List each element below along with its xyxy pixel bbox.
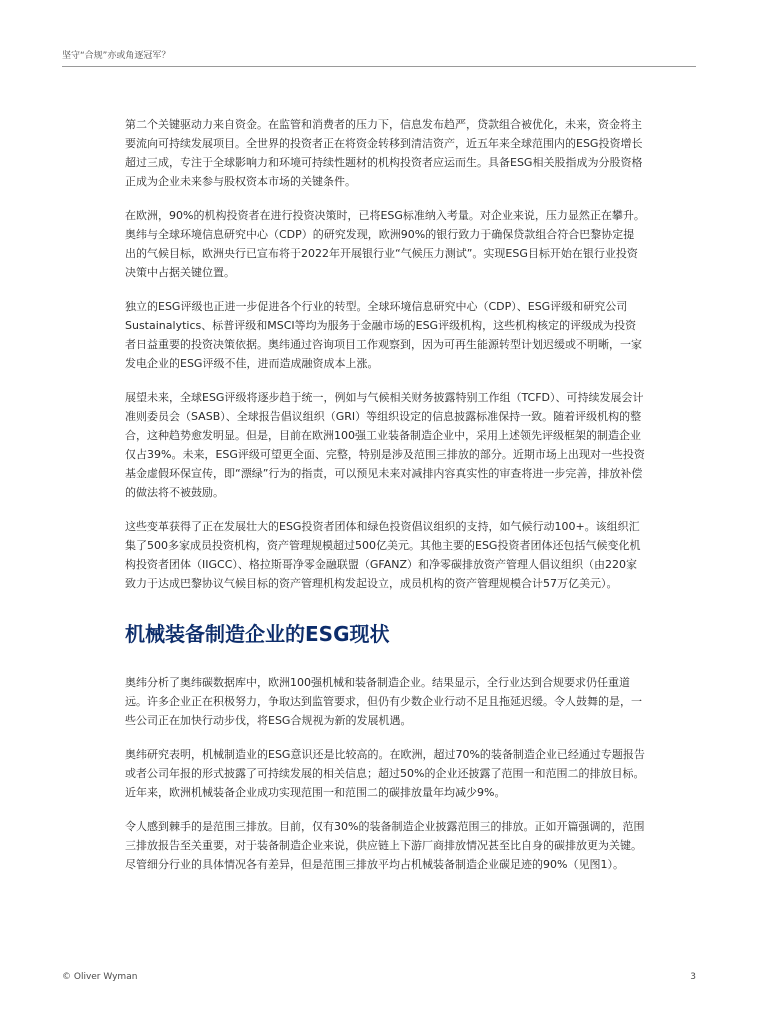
body-paragraph: 展望未来，全球ESG评级将逐步趋于统一，例如与气候相关财务披露特别工作组（TCFD）、可持续发展会计准则委员会（SASB）、全球报告倡议组织（GRI）等组织设定的信息披露标准保持一致。随着评级机构的整合，这种趋势愈发明显。但是，目前在欧洲100强工业装备制造企业中，采用上述领先评级框架的制造企业仅占39%。未来，ESG评级可望更全面、完整，特别是涉及范围三排放的部分。近期市场上出现对一些投资基金虚假环保宣传，即“漂绿”行为的指责，可以预见未来对减排内容真实性的审查将进一步完善，排放补偿的做法将不被鼓励。 bbox=[125, 391, 645, 499]
section-paragraph: 令人感到棘手的是范围三排放。目前，仅有30%的装备制造企业披露范围三的排放。正如开篇强调的，范围三排放报告至关重要，对于装备制造企业来说，供应链上下游厂商排放情况甚至比自身的碳排放更为关键。尽管细分行业的具体情况各有差异，但是范围三排放平均占机械装备制造企业碳足迹的90%（见图1）。 bbox=[125, 820, 645, 871]
section-paragraph: 奥纬研究表明，机械制造业的ESG意识还是比较高的。在欧洲，超过70%的装备制造企业已经通过专题报告或者公司年报的形式披露了可持续发展的相关信息；超过50%的企业还披露了范围一和范围二的排放目标。近年来，欧洲机械装备企业成功实现范围一和范围二的碳排放量年均减少9%。 bbox=[125, 748, 645, 799]
body-paragraph: 这些变革获得了正在发展壮大的ESG投资者团体和绿色投资倡议组织的支持，如气候行动100+。该组织汇集了500多家成员投资机构，资产管理规模超过500亿美元。其他主要的ESG投资者团体还包括气候变化机构投资者团体（IIGCC）、格拉斯哥净零金融联盟（GFANZ）和净零碳排放资产管理人倡议组织（由220家致力于达成巴黎协议气候目标的资产管理机构发起设立，成员机构的资产管理规模合计57万亿美元）。 bbox=[125, 520, 641, 590]
body-paragraph: 独立的ESG评级也正进一步促进各个行业的转型。全球环境信息研究中心（CDP）、ESG评级和研究公司Sustainalytics、标普评级和MSCI等均为服务于金融市场的ESG评级机构，这些机构核定的评级成为投资者日益重要的投资决策依据。奥纬通过咨询项目工作观察到，因为可再生能源转型计划迟缓或不明晰，一家发电企业的ESG评级不佳，进而造成融资成本上涨。 bbox=[125, 300, 642, 370]
running-header: 坚守“合规”亦或角逐冠军？ bbox=[62, 51, 171, 61]
page-number: 3 bbox=[690, 972, 696, 982]
section-paragraph: 奥纬分析了奥纬碳数据库中，欧洲100强机械和装备制造企业。结果显示，全行业达到合规要求仍任重道远。许多企业正在积极努力，争取达到监管要求，但仍有少数企业行动不足且拖延迟缓。令人鼓舞的是，一些公司正在加快行动步伐，将ESG合规视为新的发展机遇。 bbox=[125, 676, 642, 727]
main-content bbox=[125, 115, 645, 889]
footer-copyright: © Oliver Wyman bbox=[62, 972, 138, 982]
header-divider bbox=[62, 66, 696, 67]
section-heading: 机械装备制造企业的ESG现状 bbox=[125, 622, 390, 646]
body-paragraph: 第二个关键驱动力来自资金。在监管和消费者的压力下，信息发布趋严，贷款组合被优化，未来，资金将主要流向可持续发展项目。全世界的投资者正在将资金转移到清洁资产，近五年来全球范围内的ESG投资增长超过三成，专注于全球影响力和环境可持续性题材的机构投资者应运而生。具备ESG相关股指成为分股资格正成为企业未来参与股权资本市场的关键条件。 bbox=[125, 118, 643, 188]
body-paragraph: 在欧洲，90%的机构投资者在进行投资决策时，已将ESG标准纳入考量。对企业来说，压力显然正在攀升。奥纬与全球环境信息研究中心（CDP）的研究发现，欧洲90%的银行致力于确保贷款组合符合巴黎协定提出的气候目标，欧洲央行已宣布将于2022年开展银行业“气候压力测试”。实现ESG目标开始在银行业投资决策中占据关键位置。 bbox=[125, 209, 645, 279]
